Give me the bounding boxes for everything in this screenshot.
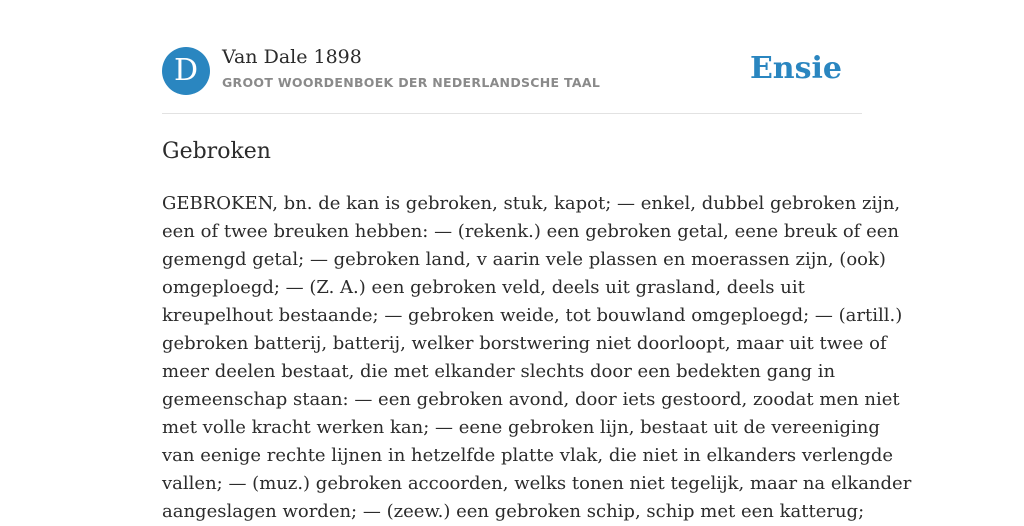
definition-line: een of twee breuken hebben: — (rekenk.) een gebroken getal, eene breuk of een [162, 221, 899, 242]
definition-line: gemeenschap staan: — een gebroken avond, door iets gestoord, zoodat men niet [162, 389, 900, 410]
definition-line: GEBROKEN, bn. de kan is gebroken, stuk, kapot; — enkel, dubbel gebroken zijn, [162, 193, 901, 214]
dictionary-subtitle: GROOT WOORDENBOEK DER NEDERLANDSCHE TAAL [222, 75, 601, 90]
entry-definition [162, 190, 912, 526]
definition-line: van eenige rechte lijnen in hetzelfde platte vlak, die niet in elkanders verlengde [162, 445, 894, 466]
definition-line: gebroken batterij, batterij, welker borstwering niet doorloopt, maar uit twee of [162, 333, 887, 354]
definition-line: met volle kracht werken kan; — eene gebroken lijn, bestaat uit de vereeniging [162, 417, 880, 438]
dictionary-logo[interactable] [162, 47, 210, 95]
entry-card [162, 0, 912, 522]
definition-line: omgeploegd; — (Z. A.) een gebroken veld, deels uit grasland, deels uit [162, 277, 805, 298]
ensie-logo[interactable]: Ensie [749, 51, 842, 86]
dictionary-title[interactable]: Van Dale 1898 [222, 46, 362, 68]
entry-headword: Gebroken [162, 139, 271, 164]
definition-line: kreupelhout bestaande; — gebroken weide, tot bouwland omgeploegd; — (artill.) [162, 305, 903, 326]
definition-line: gemengd getal; — gebroken land, v aarin vele plassen en moerassen zijn, (ook) [162, 249, 886, 270]
definition-line: aangeslagen worden; — (zeew.) een gebroken schip, schip met een katterug; [162, 501, 865, 522]
header-divider [162, 113, 862, 114]
definition-line: meer deelen bestaat, die met elkander slechts door een bedekten gang in [162, 361, 836, 382]
dictionary-header [162, 46, 862, 96]
definition-line: vallen; — (muz.) gebroken accoorden, welks tonen niet tegelijk, maar na elkander [162, 473, 912, 494]
logo-letter: D [173, 53, 199, 88]
